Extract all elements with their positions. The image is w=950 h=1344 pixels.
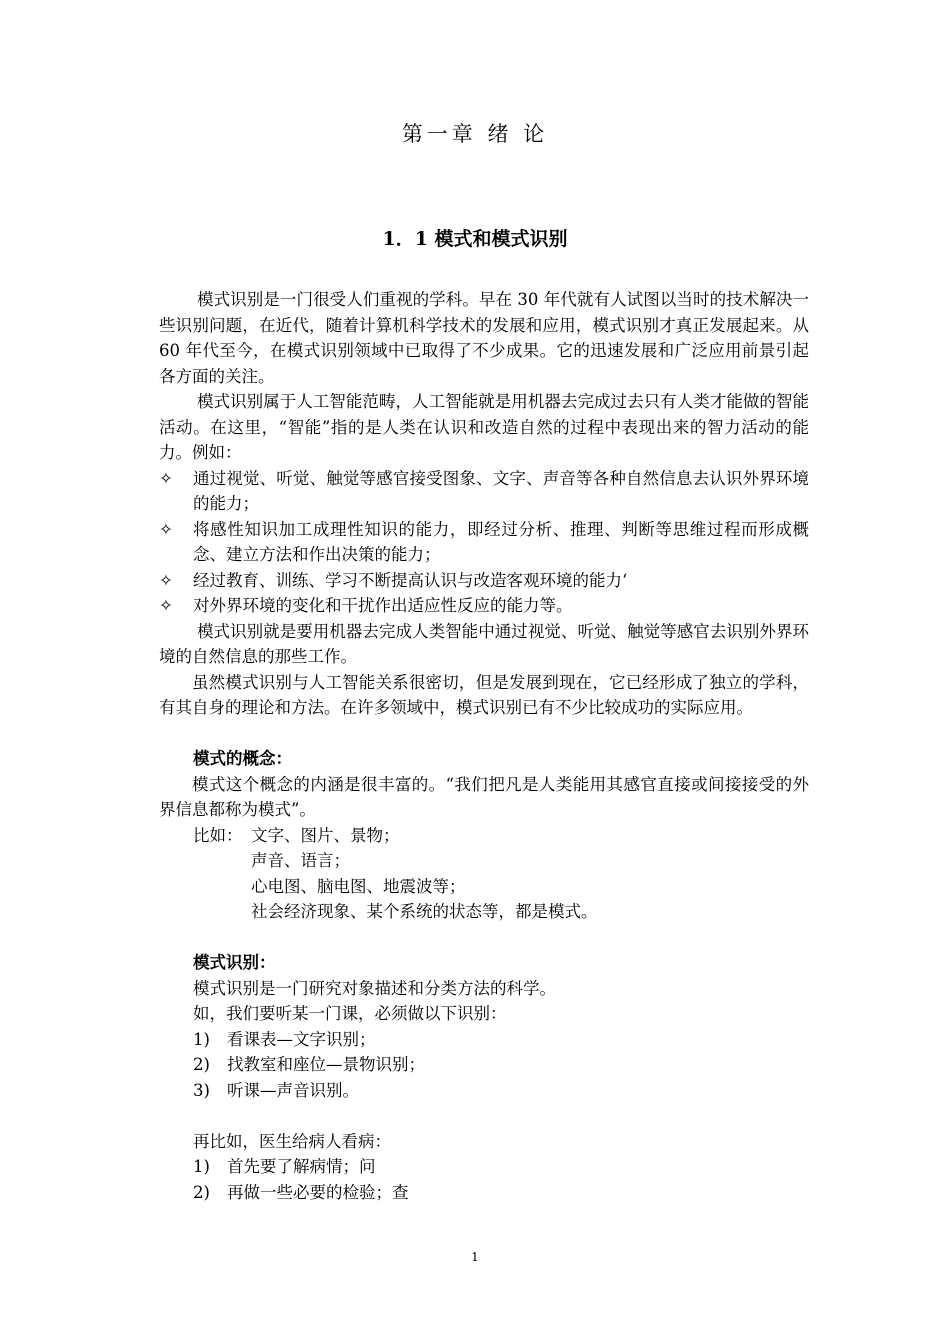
recognition-paragraph-1: 模式识别是一门研究对象描述和分类方法的科学。 [193, 978, 556, 998]
item-text: 看课表—文字识别； [227, 1029, 376, 1049]
intro-paragraph-2: 模式识别属于人工智能范畴，人工智能就是用机器去完成过去只有人类才能做的智能活动。在这里，“智能”指的是人类在认识和改造自然的过程中表现出来的智力活动的能力。例如： [159, 392, 809, 462]
intro-section [159, 287, 809, 1205]
bullet-item [159, 466, 809, 517]
page-number: 1 [471, 1250, 479, 1264]
bullet-item [159, 568, 809, 594]
example-item: 声音、语言； [251, 851, 350, 870]
item-number: 1) [193, 1157, 210, 1176]
intro-paragraph-4: 虽然模式识别与人工智能关系很密切，但是发展到现在，它已经形成了独立的学科，有其自身的理论和方法。在许多领域中，模式识别已有不少比较成功的实际应用。 [159, 672, 809, 717]
diamond-bullet-icon: ✧ [159, 570, 173, 590]
intro-paragraph-1: 模式识别是一门很受人们重视的学科。早在 30 年代就有人试图以当时的技术解决一些识别问题，在近代，随着计算机科学技术的发展和应用，模式识别才真正发展起来。从 60 年代至今，在模式识别领域中已取得了不少成果。它的迅速发展和广泛应用前景引起各方面的关注。 [159, 290, 809, 386]
item-text: 听课—声音识别。 [227, 1080, 359, 1100]
diamond-bullet-icon: ✧ [159, 468, 173, 488]
bullet-item [159, 593, 809, 619]
concept-paragraph: 模式这个概念的内涵是很丰富的。“我们把凡是人类能用其感官直接或间接接受的外界信息都称为模式”。 [159, 774, 809, 819]
numbered-item [159, 1180, 809, 1206]
item-text: 再做一些必要的检验；查 [227, 1182, 409, 1202]
item-number: 2) [193, 1182, 210, 1202]
item-number: 3) [193, 1080, 210, 1100]
numbered-item [159, 1154, 809, 1180]
diamond-bullet-icon: ✧ [159, 519, 173, 539]
recognition-paragraph-2: 如，我们要听某一门课，必须做以下识别： [193, 1004, 507, 1023]
item-text: 首先要了解病情；问 [227, 1157, 376, 1176]
chapter-title: 第一章 绪 论 [401, 122, 549, 146]
example-row [159, 823, 809, 849]
item-number: 2) [193, 1055, 210, 1074]
example-item: 文字、图片、景物； [251, 825, 400, 845]
example-item: 社会经济现象、某个系统的状态等，都是模式。 [251, 902, 598, 921]
numbered-item [159, 1052, 809, 1078]
diamond-bullet-icon: ✧ [159, 596, 173, 615]
numbered-item [159, 1027, 809, 1053]
bullet-item [159, 517, 809, 568]
example-item: 心电图、脑电图、地震波等； [251, 876, 466, 896]
numbered-item [159, 1078, 809, 1104]
intro-paragraph-3: 模式识别就是要用机器去完成人类智能中通过视觉、听觉、触觉等感官去识别外界环境的自然信息的那些工作。 [159, 621, 809, 666]
bullet-text: 将感性知识加工成理性知识的能力，即经过分析、推理、判断等思维过程而形成概念、建立方法和作出决策的能力； [193, 519, 809, 564]
bullet-text: 对外界环境的变化和干扰作出适应性反应的能力等。 [193, 596, 573, 615]
item-number: 1) [193, 1029, 210, 1049]
bullet-text: 通过视觉、听觉、触觉等感官接受图象、文字、声音等各种自然信息去认识外界环境的能力； [193, 468, 809, 513]
concept-heading: 模式的概念： [193, 749, 292, 768]
item-text: 找教室和座位—景物识别； [227, 1055, 425, 1074]
bullet-text: 经过教育、训练、学习不断提高认识与改造客观环境的能力‘ [193, 570, 628, 590]
recognition-paragraph-3: 再比如，医生给病人看病： [193, 1131, 391, 1151]
section-title: 1．1 模式和模式识别 [382, 228, 568, 250]
example-label: 比如： [193, 825, 243, 845]
recognition-heading: 模式识别： [193, 953, 276, 972]
